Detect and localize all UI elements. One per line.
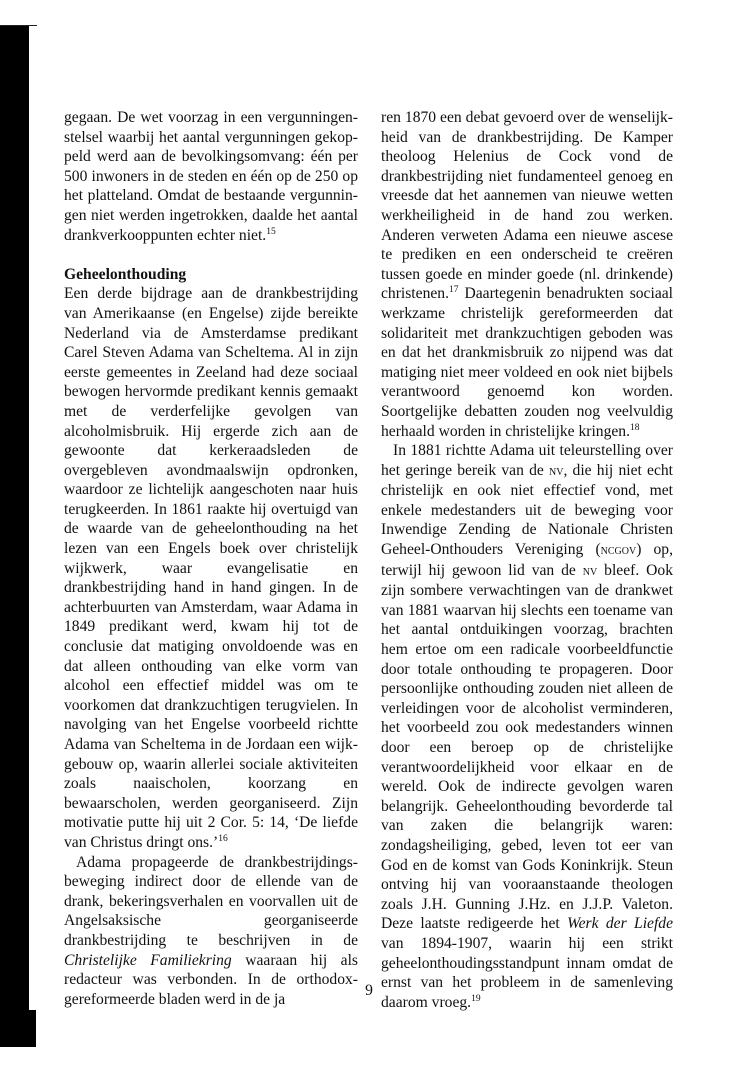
paragraph-text: , die hij niet echt christelijk en ook niet effectief vond, met enkele medestanders uit de beweging voor Inwendige Zending de Nationale Christen Geheel-Onthouders Vereniging (	[381, 461, 674, 559]
paragraph-text: ren 1870 een debat gevoerd over de wenselijkheid van de drankbestrijding. De Kamper theoloog Helenius de Cock vond de drankbestrijding niet fundamenteel genoeg en vreesde dat het aannemen van nieuwe wetten werkheiligheid in de hand zou werken. Anderen verweten Adama een nieuwe ascese te prediken en een onderscheid te creëren tussen goede en minder goede (nl. drinkende) christenen.	[381, 109, 673, 303]
paragraph-text: Een derde bijdrage aan de drankbestrijding van Amerikaanse (en Engelse) zijde bereikte Nederland via de Amsterdamse predikant Carel Steven Adama van Scheltema. Al in zijn eerste gemeentes in Zeeland had deze sociaal bewogen hervormde predikant kennis gemaakt met de verderfelijke gevolgen van alcoholmisbruik. Hij ergerde zich aan de gewoonte dat kerkeraadsleden de overgebleven avondmaalswijn opdronken, waardoor ze lichtelijk aangeschoten naar huis terugkeerden. In 1861 raakte hij overtuigd van de waarde van de geheelonthouding na het lezen van een Engels boek over christelijk wijkwerk, waar evangelisatie en drankbestrijding hand in hand gingen. In de achterbuurten van Amsterdam, waar Adama in 1849 predikant werd, kwam hij tot de conclusie dat matiging onvoldoende was en dat alleen onthouding van elke vorm van alcohol een effectief middel was om te voorkomen dat drankzuchtigen terugvielen. In navolging van het Engelse voorbeeld richtte Adama van Scheltema in de Jordaan een wijkgebouw op, waarin allerlei sociale aktiviteiten zoals naaischolen, koorzang en bewaarscholen, werden georganiseerd. Zijn motivatie putte hij uit 2 Cor. 5: 14, ‘De liefde van Christus dringt ons.’	[64, 285, 358, 851]
footnote-marker[interactable]: 17	[448, 285, 459, 296]
paragraph-text: In 1881 richtte Adama uit teleurstelling over het geringe bereik van de	[381, 442, 673, 479]
paragraph-text: van 1894-1907, waarin hij een strikt geheelonthoudingsstandpunt innam omdat de ernst van het probleem in de samenleving daarom vroeg.	[381, 934, 673, 1011]
paragraph	[381, 108, 673, 441]
abbreviation: nv	[582, 563, 598, 579]
publication-title: Werk der Liefde	[567, 915, 673, 933]
paragraph-text: Daartegenin benadrukten sociaal werkzame christelijk gereformeerden dat solidariteit met drankzuchtigen geboden was en dat het drankmisbruik zo nijpend was dat matiging niet meer voldeed en ook niet bijbels verantwoord genoemd kon worden. Soortgelijke debatten zouden nog veelvuldig herhaald worden in christelijke kringen.	[381, 285, 673, 440]
paragraph-text: waaraan hij als redacteur was verbonden. In de orthodox-gereformeerde bladen werd in de ja	[64, 951, 358, 1008]
paragraph	[64, 108, 358, 245]
footnote-marker[interactable]: 15	[266, 226, 276, 237]
page-number: 9	[365, 982, 373, 999]
paragraph	[381, 441, 673, 1012]
scan-edge-bar	[0, 25, 29, 1047]
abbreviation: ncgov	[600, 543, 637, 559]
scan-edge-bar-foot	[7, 1010, 36, 1047]
footnote-marker[interactable]: 18	[629, 422, 640, 433]
footnote-marker[interactable]: 19	[471, 993, 481, 1004]
paragraph	[64, 284, 358, 852]
section-heading: Geheelonthouding	[64, 265, 187, 283]
abbreviation: nv	[549, 463, 564, 479]
paragraph-text: bleef. Ook zijn sombere verwachtingen van de drankwet van 1881 waarvan hij slechts een toename van het aantal ontduikingen voorzag, brachten hem ertoe om een radicale voorbeeldfunctie door totale onthouding te propageren. Door persoonlijke onthouding zouden niet alleen de verleidingen voor de alcoholist verminderen, het voorbeeld zou ook medestanders winnen door een beroep op de christelijke verantwoordelijkheid voor elkaar en de wereld. Ook de indirecte gevolgen waren belangrijk. Geheelonthouding bevorderde tal van zaken die belangrijk waren: zondagsheiliging, gebed, leven tot eer van God en de komst van Gods Koninkrijk. Steun ontving hij van vooraanstaande theologen zoals J.H. Gunning J.Hz. en J.J.P. Valeton. Deze laatste redigeerde het	[381, 561, 674, 933]
paragraph-text: ) op, terwijl hij gewoon lid van de	[381, 541, 673, 579]
left-column	[64, 108, 358, 1009]
paragraph-text: gegaan. De wet voorzag in een vergunningenstelsel waarbij het aantal vergunningen gekoppeld werd aan de bevolkingsomvang: één per 500 inwoners in de steden en één op de 250 op het platteland. Omdat de bestaande vergunningen niet werden ingetrokken, daalde het aantal drankverkooppunten echter niet.	[64, 109, 358, 244]
publication-title: Christelijke Familiekring	[64, 951, 232, 969]
footnote-marker[interactable]: 16	[218, 833, 228, 844]
scan-edge-bar-top	[0, 25, 37, 26]
right-column	[381, 108, 673, 1012]
paragraph-text: Adama propageerde de drankbestrijdingsbeweging indirect door de ellende van de drank, bekeringsverhalen en voorvallen uit de Angelsaksische georganiseerde drankbestrijding te beschrijven in de	[64, 853, 358, 949]
